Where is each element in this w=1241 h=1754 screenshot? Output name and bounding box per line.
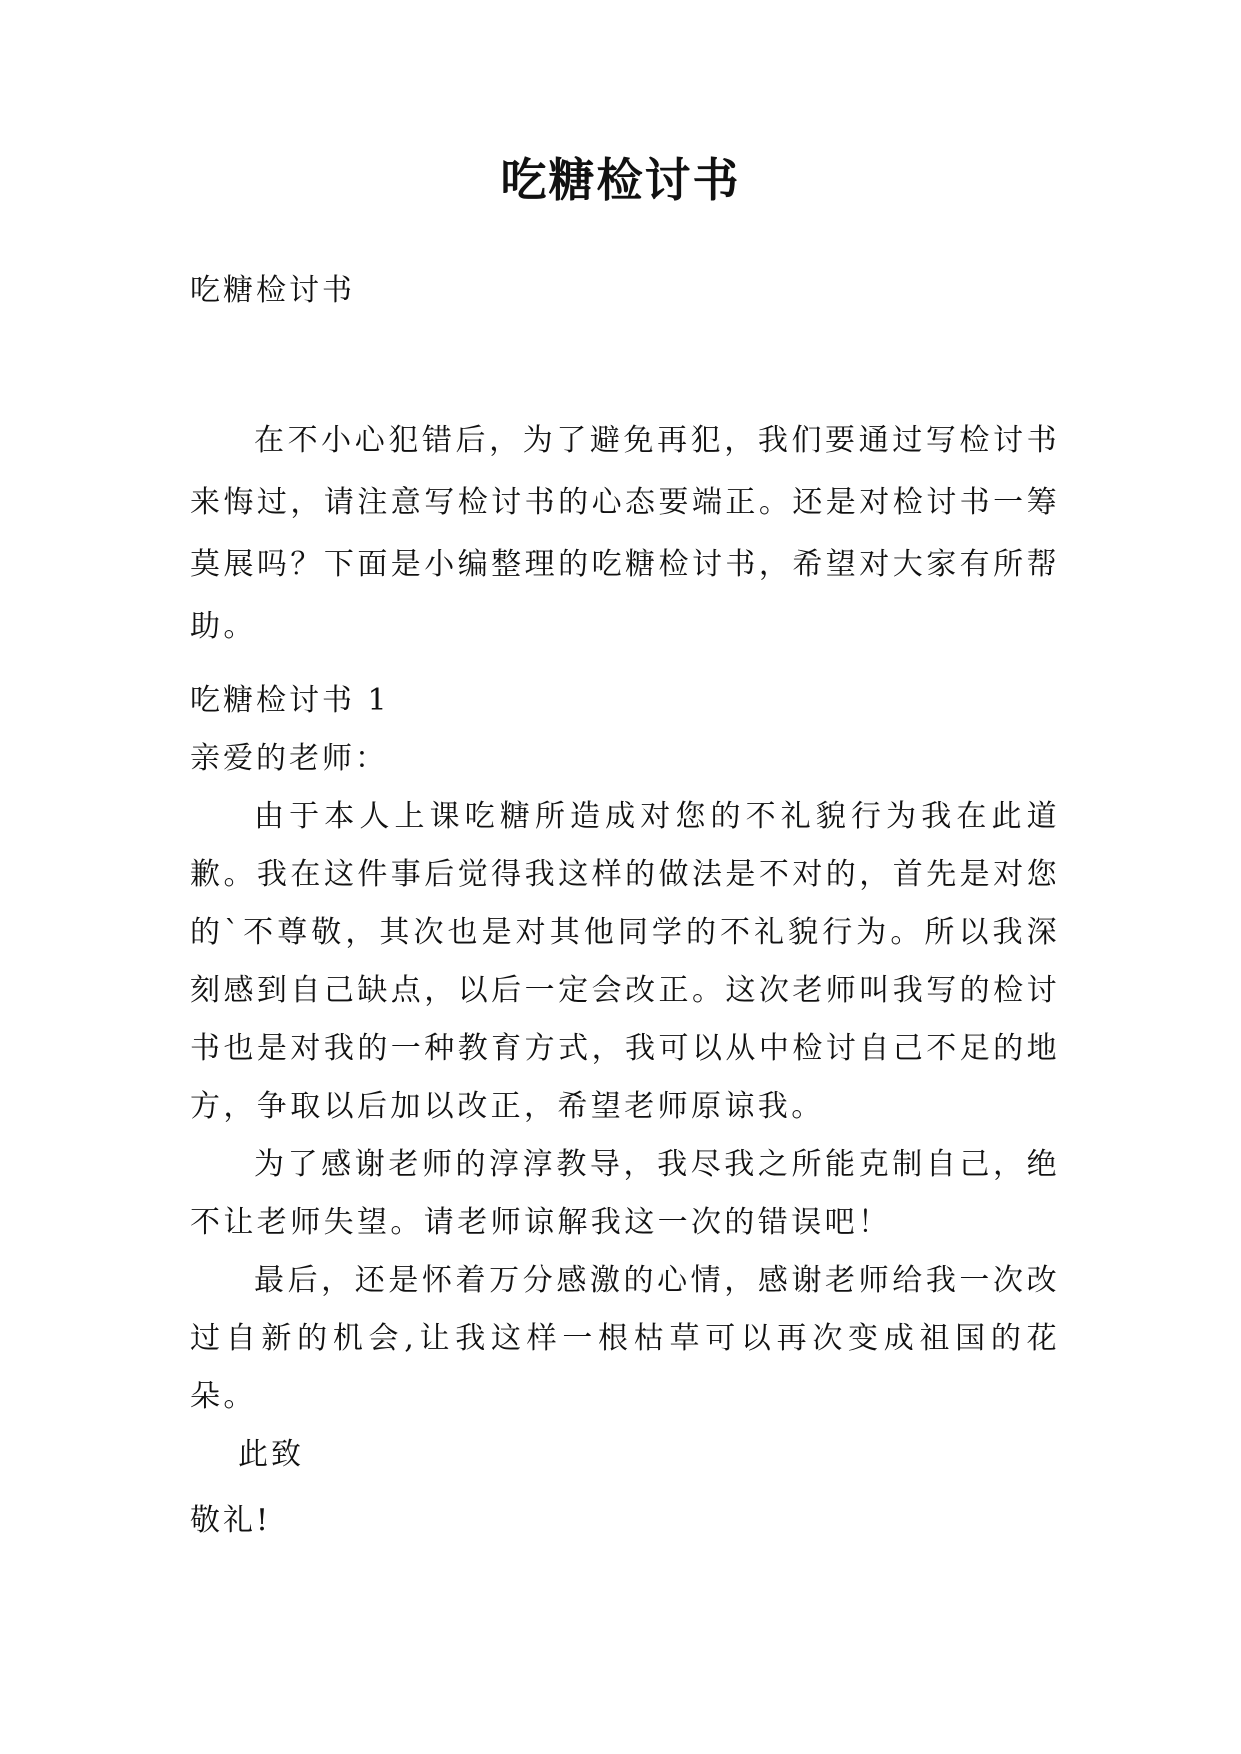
section-heading: 吃糖检讨书 1	[190, 683, 390, 718]
letter-paragraph-3: 最后，还是怀着万分感激的心情，感谢老师给我一次改过自新的机会,让我这样一根枯草可以再次变成祖国的花朵。	[190, 1263, 1060, 1414]
closing-regards: 敬礼!	[190, 1503, 272, 1538]
letter-paragraph-1: 由于本人上课吃糖所造成对您的不礼貌行为我在此道歉。我在这件事后觉得我这样的做法是不对的，首先是对您的`不尊敬，其次也是对其他同学的不礼貌行为。所以我深刻感到自己缺点，以后一定会改正。这次老师叫我写的检讨书也是对我的一种教育方式，我可以从中检讨自己不足的地方，争取以后加以改正，希望老师原谅我。	[190, 799, 1060, 1124]
letter-paragraph-2: 为了感谢老师的淳淳教导，我尽我之所能克制自己，绝不让老师失望。请老师谅解我这一次的错误吧！	[190, 1147, 1060, 1240]
closing-salutation: 此致	[238, 1437, 304, 1472]
document-title: 吃糖检讨书	[500, 153, 741, 207]
intro-block	[190, 410, 1060, 658]
document-subtitle: 吃糖检讨书	[190, 273, 355, 308]
letter-body	[190, 672, 1060, 1550]
document-subtitle-block	[190, 262, 1060, 320]
letter-greeting: 亲爱的老师：	[190, 741, 388, 776]
intro-paragraph: 在不小心犯错后，为了避免再犯，我们要通过写检讨书来悔过，请注意写检讨书的心态要端正。还是对检讨书一筹莫展吗？下面是小编整理的吃糖检讨书，希望对大家有所帮助。	[190, 423, 1060, 644]
